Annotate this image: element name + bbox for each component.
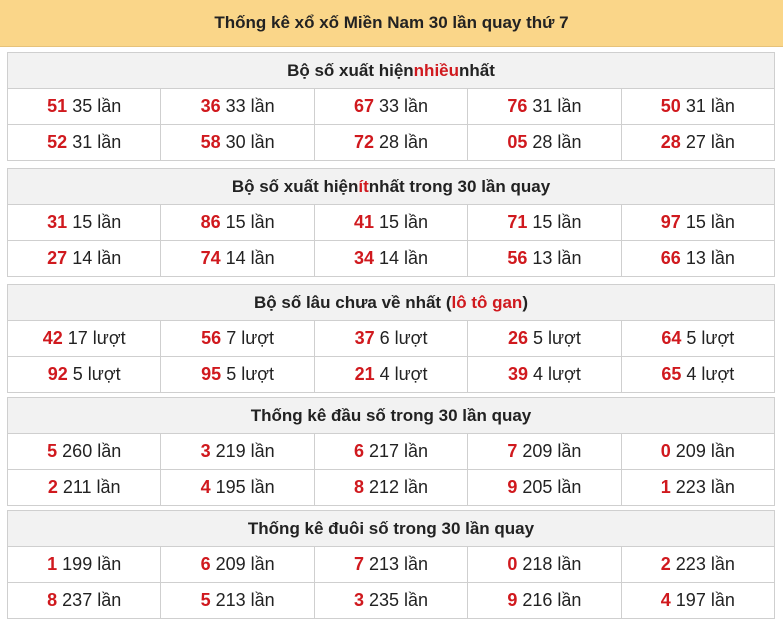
stat-number: 51	[47, 96, 68, 116]
stat-number: 71	[507, 212, 528, 232]
stat-cell	[8, 125, 160, 160]
section-heading	[8, 511, 774, 547]
stat-count: 5 lượt	[226, 364, 275, 384]
stat-cell	[160, 547, 313, 582]
stat-count: 14 lần	[225, 248, 275, 268]
stat-cell	[467, 241, 620, 276]
table-row	[8, 547, 774, 582]
section-heading	[8, 398, 774, 434]
stat-cell	[467, 89, 620, 124]
stat-cell	[160, 434, 313, 469]
stat-cell	[467, 321, 620, 356]
stat-cell	[314, 583, 467, 618]
stat-cell	[621, 470, 774, 505]
page-title: Thống kê xổ xố Miền Nam 30 lần quay thứ 7	[0, 0, 783, 47]
section-tail	[7, 510, 775, 619]
stat-cell	[621, 125, 774, 160]
heading-text: )	[522, 292, 528, 312]
stat-number: 1	[660, 477, 671, 497]
stat-cell	[160, 583, 313, 618]
stat-number: 76	[507, 96, 528, 116]
stat-count: 223 lần	[675, 477, 735, 497]
stat-cell	[467, 357, 620, 392]
stat-cell	[160, 89, 313, 124]
stat-number: 0	[660, 441, 671, 461]
stat-cell	[8, 205, 160, 240]
stat-count: 6 lượt	[379, 328, 428, 348]
heading-highlight: lô tô gan	[451, 292, 523, 312]
stat-cell	[160, 205, 313, 240]
stat-count: 15 lần	[225, 212, 275, 232]
stat-cell	[314, 89, 467, 124]
stat-count: 7 lượt	[226, 328, 275, 348]
stat-cell	[314, 357, 467, 392]
stat-count: 4 lượt	[686, 364, 735, 384]
stat-cell	[8, 547, 160, 582]
stat-cell	[314, 434, 467, 469]
stat-cell	[621, 321, 774, 356]
stat-count: 195 lần	[215, 477, 275, 497]
stat-number: 72	[353, 132, 374, 152]
stat-cell	[314, 125, 467, 160]
stat-cell	[8, 357, 160, 392]
heading-text: nhất trong 30 lần quay	[368, 176, 551, 196]
table-row	[8, 205, 774, 240]
stat-cell	[314, 241, 467, 276]
stat-number: 7	[507, 441, 518, 461]
section-heading	[8, 285, 774, 321]
stat-count: 13 lần	[685, 248, 735, 268]
stat-number: 6	[353, 441, 364, 461]
stat-cell	[467, 583, 620, 618]
stat-number: 9	[507, 590, 518, 610]
stat-number: 28	[660, 132, 681, 152]
stat-count: 216 lần	[522, 590, 582, 610]
stat-count: 218 lần	[522, 554, 582, 574]
stat-count: 197 lần	[675, 590, 735, 610]
stat-number: 67	[353, 96, 374, 116]
stat-number: 6	[200, 554, 211, 574]
stat-count: 15 lần	[685, 212, 735, 232]
stat-cell	[160, 125, 313, 160]
stat-number: 34	[353, 248, 374, 268]
stat-count: 5 lượt	[533, 328, 581, 348]
stat-count: 14 lần	[72, 248, 122, 268]
stat-cell	[621, 205, 774, 240]
stat-number: 95	[201, 364, 222, 384]
stat-number: 8	[353, 477, 364, 497]
stat-count: 33 lần	[225, 96, 275, 116]
stat-cell	[621, 89, 774, 124]
stat-cell	[467, 434, 620, 469]
stat-number: 2	[660, 554, 671, 574]
stat-count: 28 lần	[532, 132, 582, 152]
heading-text: Bộ số xuất hiện	[287, 60, 414, 80]
stat-number: 58	[200, 132, 221, 152]
stat-count: 4 lượt	[379, 364, 428, 384]
stat-count: 4 lượt	[533, 364, 581, 384]
stat-cell	[8, 434, 160, 469]
stat-cell	[467, 547, 620, 582]
stat-number: 74	[200, 248, 221, 268]
section-heading	[8, 169, 774, 205]
stat-cell	[314, 321, 467, 356]
stat-cell	[314, 470, 467, 505]
stat-cell	[160, 241, 313, 276]
stat-count: 213 lần	[368, 554, 429, 574]
table-row	[8, 582, 774, 618]
stat-count: 219 lần	[215, 441, 275, 461]
stat-number: 97	[660, 212, 681, 232]
stat-count: 35 lần	[72, 96, 122, 116]
stat-number: 52	[47, 132, 68, 152]
stat-number: 21	[354, 364, 375, 384]
heading-text: Thống kê đuôi số trong 30 lần quay	[247, 518, 535, 538]
stat-count: 15 lần	[72, 212, 122, 232]
stat-count: 31 lần	[685, 96, 735, 116]
stat-cell	[621, 357, 774, 392]
table-row	[8, 240, 774, 276]
stat-number: 4	[660, 590, 671, 610]
stat-number: 64	[661, 328, 682, 348]
stat-number: 2	[47, 477, 58, 497]
table-row	[8, 356, 774, 392]
stat-number: 36	[200, 96, 221, 116]
section-least	[7, 168, 775, 277]
stat-cell	[160, 357, 313, 392]
stat-count: 5 lượt	[72, 364, 121, 384]
stat-number: 05	[507, 132, 528, 152]
heading-highlight: ít	[358, 176, 369, 196]
stat-number: 3	[200, 441, 211, 461]
table-row	[8, 89, 774, 124]
stat-count: 30 lần	[225, 132, 275, 152]
section-gan	[7, 284, 775, 393]
stat-cell	[467, 205, 620, 240]
stat-number: 92	[47, 364, 68, 384]
stat-count: 212 lần	[368, 477, 429, 497]
stat-cell	[621, 583, 774, 618]
stat-cell	[160, 321, 313, 356]
stat-number: 39	[507, 364, 528, 384]
stat-number: 41	[353, 212, 374, 232]
stat-count: 209 lần	[215, 554, 275, 574]
stat-number: 9	[507, 477, 518, 497]
stat-number: 5	[200, 590, 211, 610]
stat-count: 223 lần	[675, 554, 735, 574]
stat-number: 50	[660, 96, 681, 116]
section-heading	[8, 53, 774, 89]
stat-cell	[621, 547, 774, 582]
stat-number: 42	[42, 328, 63, 348]
stat-count: 237 lần	[62, 590, 122, 610]
table-row	[8, 124, 774, 160]
heading-text: Bộ số lâu chưa về nhất (	[254, 292, 452, 312]
stat-count: 28 lần	[379, 132, 429, 152]
stat-number: 65	[661, 364, 682, 384]
stat-number: 8	[47, 590, 58, 610]
stat-number: 56	[507, 248, 528, 268]
table-row	[8, 321, 774, 356]
stat-number: 5	[47, 441, 58, 461]
stat-count: 205 lần	[522, 477, 582, 497]
stat-number: 31	[47, 212, 68, 232]
stat-number: 27	[47, 248, 68, 268]
stat-count: 260 lần	[62, 441, 122, 461]
stat-count: 14 lần	[379, 248, 429, 268]
stat-number: 0	[507, 554, 518, 574]
stat-cell	[621, 434, 774, 469]
stat-count: 31 lần	[72, 132, 122, 152]
stat-count: 15 lần	[379, 212, 429, 232]
heading-highlight: nhiều	[413, 60, 460, 80]
stat-count: 15 lần	[532, 212, 582, 232]
stat-number: 37	[354, 328, 375, 348]
stat-number: 7	[353, 554, 364, 574]
stat-cell	[8, 241, 160, 276]
stat-cell	[467, 125, 620, 160]
stat-number: 56	[201, 328, 222, 348]
stat-number: 66	[660, 248, 681, 268]
stat-count: 13 lần	[532, 248, 582, 268]
heading-text: nhất	[459, 60, 495, 80]
stat-cell	[467, 470, 620, 505]
stat-count: 209 lần	[522, 441, 582, 461]
table-row	[8, 469, 774, 505]
stat-cell	[8, 89, 160, 124]
stat-cell	[8, 470, 160, 505]
stat-cell	[8, 583, 160, 618]
stat-cell	[314, 547, 467, 582]
stat-count: 217 lần	[368, 441, 429, 461]
stat-cell	[8, 321, 160, 356]
stat-count: 33 lần	[379, 96, 429, 116]
stat-number: 86	[200, 212, 221, 232]
stat-count: 27 lần	[685, 132, 735, 152]
stat-count: 31 lần	[532, 96, 582, 116]
heading-text: Thống kê đầu số trong 30 lần quay	[250, 405, 532, 425]
stat-count: 5 lượt	[686, 328, 735, 348]
stat-count: 235 lần	[368, 590, 429, 610]
table-row	[8, 434, 774, 469]
section-head	[7, 397, 775, 506]
stat-number: 26	[507, 328, 528, 348]
stat-count: 211 lần	[62, 477, 121, 497]
stat-count: 213 lần	[215, 590, 275, 610]
stat-number: 1	[47, 554, 58, 574]
stat-cell	[314, 205, 467, 240]
stat-count: 209 lần	[675, 441, 735, 461]
stat-cell	[160, 470, 313, 505]
stat-count: 17 lượt	[67, 328, 126, 348]
heading-text: Bộ số xuất hiện	[231, 176, 359, 196]
stat-count: 199 lần	[62, 554, 122, 574]
section-most	[7, 52, 775, 161]
stat-number: 3	[353, 590, 364, 610]
stat-cell	[621, 241, 774, 276]
stat-number: 4	[200, 477, 211, 497]
